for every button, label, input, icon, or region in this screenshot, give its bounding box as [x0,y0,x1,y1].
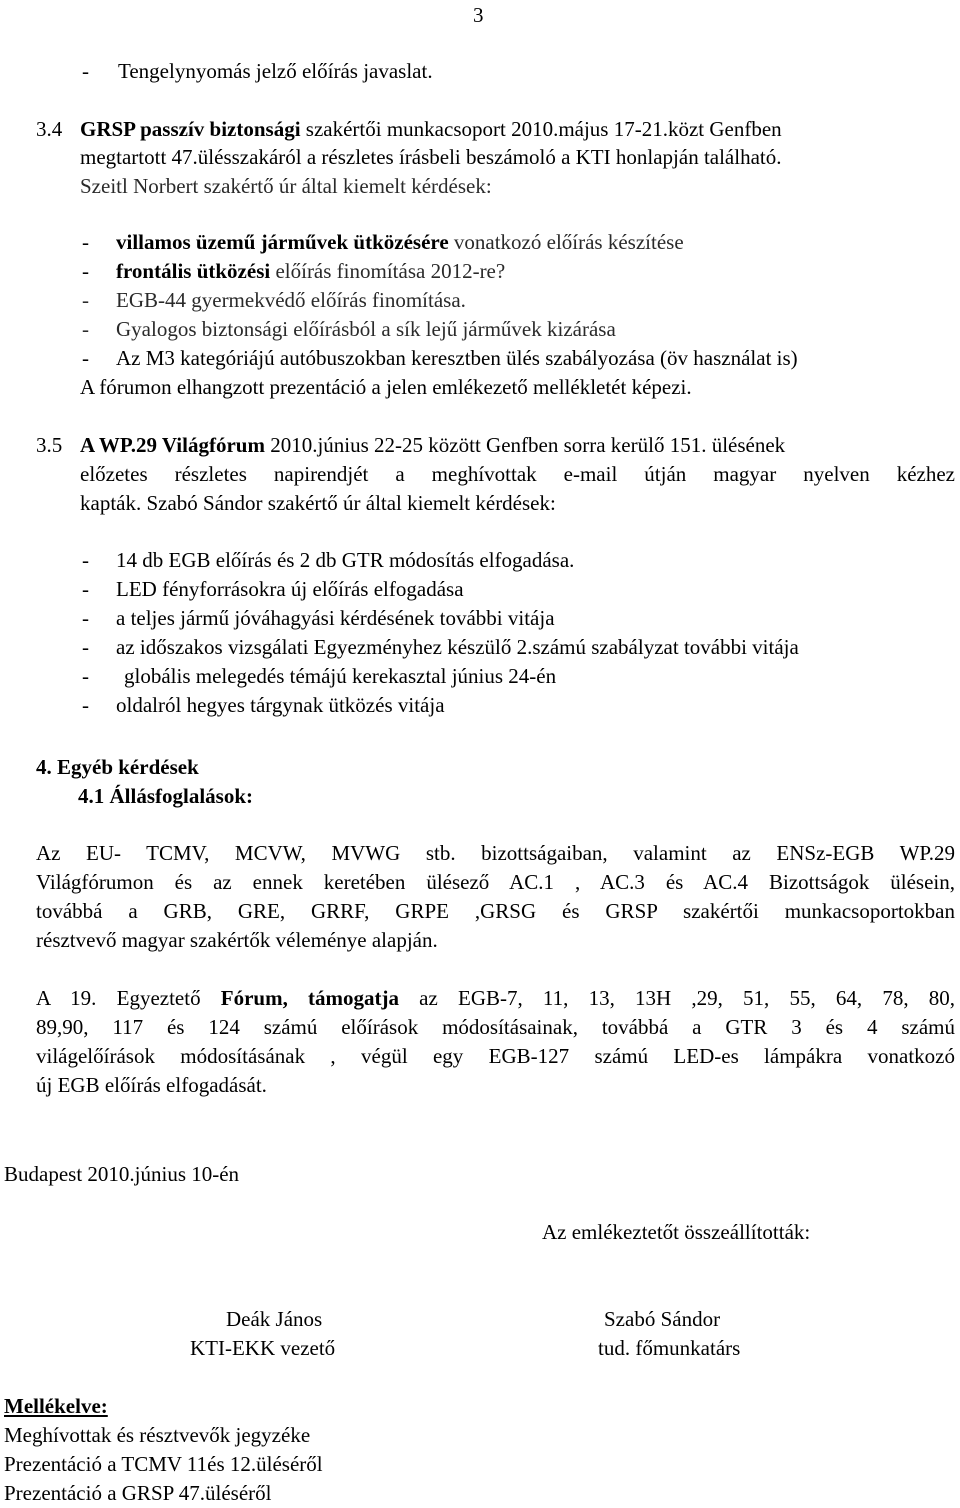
attachment-item: Prezentáció a TCMV 11és 12.üléséről [4,1452,323,1476]
list-item-bold: frontális ütközési [116,259,271,283]
paragraph-line: Az EU- TCMV, MCVW, MVWG stb. bizottságaiban, valamint az ENSz-EGB WP.29 [36,841,955,865]
section-3-4-line-2: megtartott 47.ülésszakáról a részletes írásbeli beszámoló a KTI honlapján található. [80,145,782,169]
paragraph-line: új EGB előírás elfogadását. [36,1073,267,1097]
list-item-text: EGB-44 gyermekvédő előírás finomítása. [116,288,466,312]
section-3-4-closing: A fórumon elhangzott prezentáció a jelen emlékezető mellékletét képezi. [80,375,692,399]
section-3-5-title: A WP.29 Világfórum [80,433,265,457]
section-number-3-5: 3.5 [36,433,63,457]
attachments-heading: Mellékelve: [4,1394,108,1418]
section-3-5-line-2: előzetes részletes napirendjét a meghívottak e-mail útján magyar nyelven kézhez [80,462,955,486]
paragraph-line [36,984,955,1013]
section-4-1-heading: 4.1 Állásfoglalások: [78,784,254,808]
text-span-bold: Fórum, támogatja [220,986,399,1010]
list-item-text: Gyalogos biztonsági előírásból a sík lejű járművek kizárása [116,317,616,341]
list-item-text: Az M3 kategóriájú autóbuszokban keresztben ülés szabályozása (öv használat is) [116,346,798,370]
text-span: az EGB-7, 11, 13, 13H ,29, 51, 55, 64, 78, 80, [399,986,956,1010]
list-item-text: globális melegedés témájú kerekasztal június 24-én [124,664,557,688]
section-4-heading: 4. Egyéb kérdések [36,755,199,779]
section-3-4-heading-line [80,115,955,144]
paragraph-line: 89,90, 117 és 124 számú előírások módosításainak, továbbá a GTR 3 és 4 számú [36,1015,955,1039]
section-3-4-heading-rest: szakértői munkacsoport 2010.május 17-21.közt Genfben [300,117,782,141]
compiled-by: Az emlékeztetőt összeállították: [542,1220,811,1244]
section-number-3-4: 3.4 [36,117,63,141]
signatory-title: tud. főmunkatárs [598,1336,741,1360]
list-item-text: vonatkozó előírás készítése [448,230,684,254]
section-3-5-heading-line [80,431,785,460]
list-item-text: Tengelynyomás jelző előírás javaslat. [118,59,433,83]
section-3-5-heading-rest: 2010.június 22-25 között Genfben sorra kerülő 151. ülésének [264,433,786,457]
page-number: 3 [473,3,484,27]
attachment-item: Meghívottak és résztvevők jegyzéke [4,1423,311,1447]
section-3-4-committee: GRSP passzív biztonsági [80,117,301,141]
signatory-title: KTI-EKK vezető [190,1336,336,1360]
list-item-text: 14 db EGB előírás és 2 db GTR módosítás elfogadása. [116,548,575,572]
paragraph-line: Világfórumon és az ennek keretében ülésező AC.1 , AC.3 és AC.4 Bizottságok ülésein, [36,870,955,894]
list-item-text: az időszakos vizsgálati Egyezményhez készülő 2.számú szabályzat további vitája [116,635,799,659]
signatory-name: Deák János [226,1307,323,1331]
place-date: Budapest 2010.június 10-én [4,1162,240,1186]
paragraph-line: résztvevő magyar szakértők véleménye alapján. [36,928,438,952]
section-3-4-line-3: Szeitl Norbert szakértő úr által kiemelt kérdések: [80,174,492,198]
attachment-item: Prezentáció a GRSP 47.üléséről [4,1481,272,1505]
paragraph-line: világelőírások módosításának , végül egy EGB-127 számú LED-es lámpákra vonatkozó [36,1044,955,1068]
paragraph-line: továbbá a GRB, GRE, GRRF, GRPE ,GRSG és GRSP szakértői munkacsoportokban [36,899,955,923]
list-item-bold: villamos üzemű járművek ütközésére [116,230,449,254]
text-span: A 19. Egyeztető [36,986,221,1010]
list-item-text: LED fényforrásokra új előírás elfogadása [116,577,464,601]
list-item-text: előírás finomítása 2012-re? [270,259,506,283]
list-item-text: oldalról hegyes tárgynak ütközés vitája [116,693,445,717]
signatory-name: Szabó Sándor [604,1307,721,1331]
list-item-text: a teljes jármű jóváhagyási kérdésének további vitája [116,606,555,630]
section-3-5-line-3: kapták. Szabó Sándor szakértő úr által kiemelt kérdések: [80,491,556,515]
